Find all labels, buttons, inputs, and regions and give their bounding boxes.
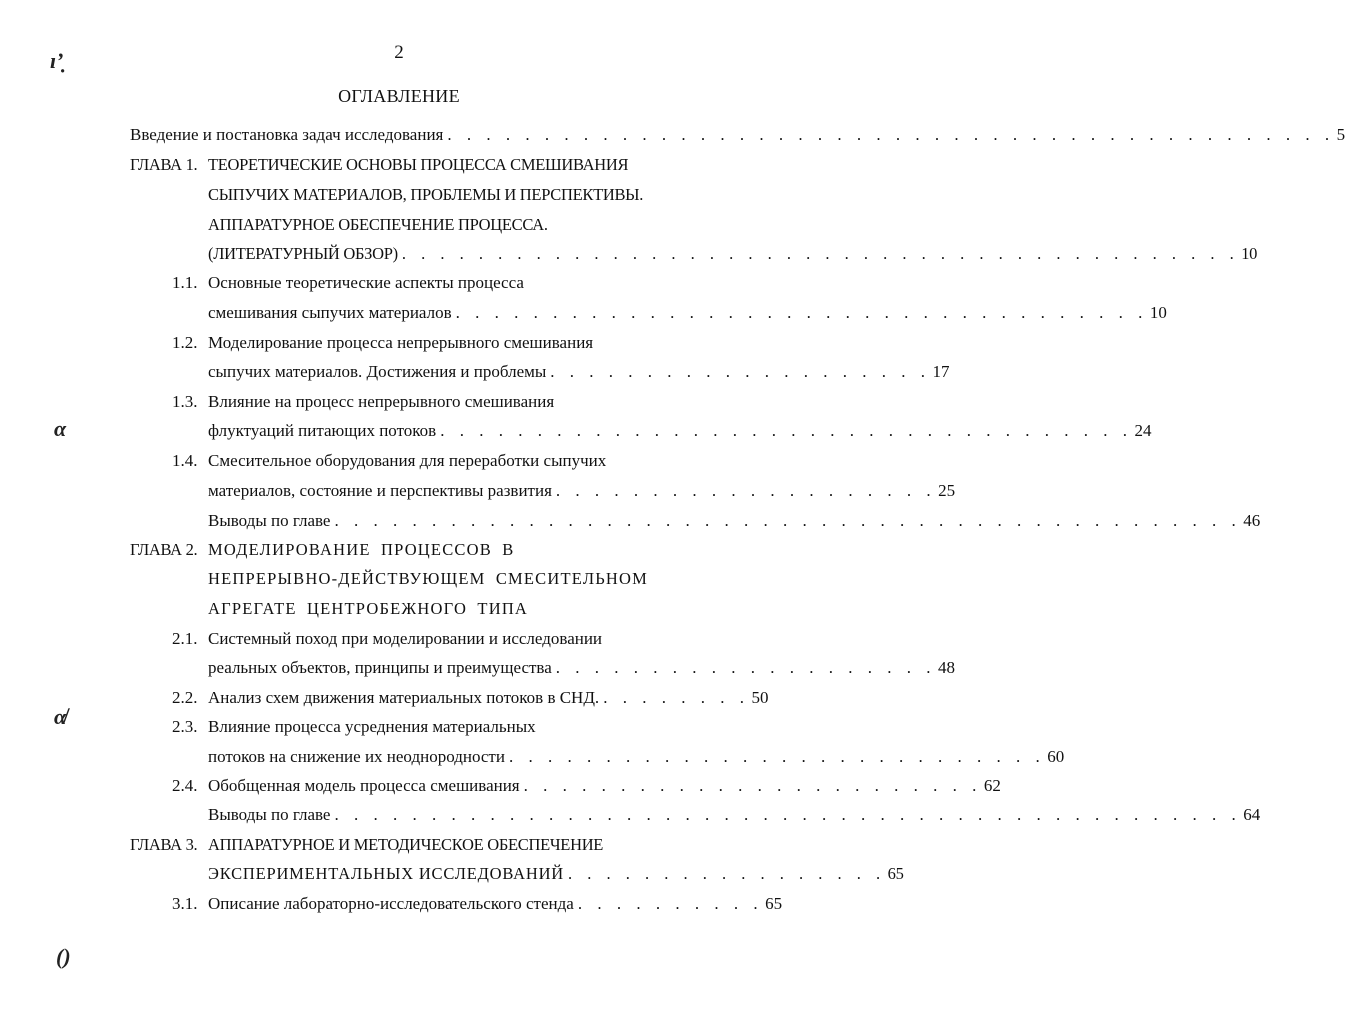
toc-entry-chapter-3[interactable]: [208, 861, 904, 887]
entry-text: Выводы по главе: [208, 805, 331, 824]
toc-title: ОГЛАВЛЕНИЕ: [338, 86, 460, 106]
entry-text: флуктуаций питающих потоков: [208, 421, 437, 440]
leader-dots: . . . . . . . .: [603, 688, 750, 707]
entry-page: 10: [1241, 244, 1258, 263]
leader-dots: . . . . . . . . . . . . . . . . . . . . . . . . . . . . . . . . . . . .: [455, 303, 1148, 322]
entry-page: 60: [1047, 747, 1065, 766]
leader-dots: . . . . . . . . . . . . . . . . .: [568, 864, 886, 883]
page-number: 2: [394, 42, 404, 63]
toc-entry-chapter-1[interactable]: [208, 241, 1258, 267]
leader-dots: . . . . . . . . . . . . . . . . . . . . . . . . . . . . . . . . . . . . . . . . . . . .: [401, 244, 1240, 263]
entry-page: 25: [938, 481, 956, 500]
leader-dots: . . . . . . . . . .: [577, 894, 764, 913]
leader-dots: . . . . . . . . . . . . . . . . . . . . . . . . . . . .: [508, 747, 1046, 766]
toc-entry-1-4[interactable]: [208, 478, 956, 504]
entry-text: Обобщенная модель процесса смешивания: [208, 776, 520, 795]
toc-entry-2-2[interactable]: [208, 685, 769, 711]
toc-entry-2-3[interactable]: [208, 744, 1065, 770]
toc-entry-2-1[interactable]: [208, 655, 956, 681]
chapter-2-title-line3: АГРЕГАТЕ ЦЕНТРОБЕЖНОГО ТИПА: [208, 599, 529, 618]
toc-entry-1-3[interactable]: [208, 418, 1152, 444]
leader-dots: . . . . . . . . . . . . . . . . . . . .: [555, 481, 937, 500]
entry-text: сыпучих материалов. Достижения и проблемы: [208, 362, 547, 381]
entry-text: смешивания сыпучих материалов: [208, 303, 452, 322]
section-2-3-line1: Влияние процесса усреднения материальных: [208, 717, 536, 736]
section-1-3-line1: Влияние на процесс непрерывного смешивания: [208, 392, 555, 411]
chapter-2-label: ГЛАВА 2.: [130, 540, 198, 559]
entry-text: реальных объектов, принципы и преимущества: [208, 658, 552, 677]
toc-entry-conclusions-2[interactable]: [208, 802, 1261, 828]
section-1-4-line1: Смесительное оборудования для переработки сыпучих: [208, 451, 607, 470]
entry-page: 10: [1149, 303, 1167, 322]
entry-page: 46: [1243, 511, 1261, 530]
chapter-3-title-line1: АППАРАТУРНОЕ И МЕТОДИЧЕСКОЕ ОБЕСПЕЧЕНИЕ: [208, 835, 604, 854]
entry-text: Введение и постановка задач исследования: [130, 125, 444, 144]
entry-page: 65: [887, 864, 904, 883]
chapter-1-label: ГЛАВА 1.: [130, 155, 198, 174]
section-number: 2.3.: [172, 717, 198, 736]
section-2-1-line1: Системный поход при моделировании и исследовании: [208, 629, 603, 648]
entry-text: Анализ схем движения материальных потоков в СНД.: [208, 688, 600, 707]
chapter-1-title-line3: АППАРАТУРНОЕ ОБЕСПЕЧЕНИЕ ПРОЦЕССА.: [208, 215, 548, 234]
chapter-2-title-line1: МОДЕЛИРОВАНИЕ ПРОЦЕССОВ В: [208, 540, 515, 559]
section-number: 3.1.: [172, 894, 198, 913]
margin-mark-3: α̸: [54, 704, 67, 729]
entry-page: 64: [1243, 805, 1261, 824]
entry-text: ЭКСПЕРИМЕНТАЛЬНЫХ ИССЛЕДОВАНИЙ: [208, 864, 565, 883]
section-1-1-line1: Основные теоретические аспекты процесса: [208, 273, 524, 292]
toc-entry-1-2[interactable]: [208, 359, 950, 385]
leader-dots: . . . . . . . . . . . . . . . . . . . . . . . . . . . . . . . . . . . . . . . . . . . . . . .: [334, 805, 1242, 824]
chapter-1-title-line2: СЫПУЧИХ МАТЕРИАЛОВ, ПРОБЛЕМЫ И ПЕРСПЕКТИВЫ.: [208, 185, 644, 204]
chapter-3-label: ГЛАВА 3.: [130, 835, 198, 854]
section-number: 2.2.: [172, 688, 198, 707]
toc-entry-conclusions-1[interactable]: [208, 508, 1261, 534]
section-number: 1.1.: [172, 273, 198, 292]
entry-page: 50: [751, 688, 769, 707]
section-number: 2.4.: [172, 776, 198, 795]
entry-page: 65: [765, 894, 783, 913]
entry-text: (ЛИТЕРАТУРНЫЙ ОБЗОР): [208, 244, 398, 263]
entry-text: потоков на снижение их неоднородности: [208, 747, 505, 766]
section-number: 1.3.: [172, 392, 198, 411]
entry-page: 62: [983, 776, 1001, 795]
leader-dots: . . . . . . . . . . . . . . . . . . . . . . . .: [523, 776, 982, 795]
section-1-2-line1: Моделирование процесса непрерывного смешивания: [208, 333, 594, 352]
entry-text: Описание лабораторно-исследовательского стенда: [208, 894, 574, 913]
entry-page: 48: [938, 658, 956, 677]
chapter-2-title-line2: НЕПРЕРЫВНО-ДЕЙСТВУЮЩЕМ СМЕСИТЕЛЬНОМ: [208, 569, 649, 588]
margin-mark-1: ı’̣: [50, 48, 64, 73]
section-number: 1.4.: [172, 451, 198, 470]
leader-dots: . . . . . . . . . . . . . . . . . . . .: [550, 362, 931, 381]
chapter-1-title-line1: ТЕОРЕТИЧЕСКИЕ ОСНОВЫ ПРОЦЕССА СМЕШИВАНИЯ: [208, 155, 629, 174]
leader-dots: . . . . . . . . . . . . . . . . . . . . . . . . . . . . . . . . . . . . . . . . . . . . . .: [447, 125, 1335, 144]
toc-entry-3-1[interactable]: [208, 891, 783, 917]
entry-page: 24: [1134, 421, 1152, 440]
toc-entry-1-1[interactable]: [208, 300, 1167, 326]
leader-dots: . . . . . . . . . . . . . . . . . . . .: [555, 658, 937, 677]
margin-mark-4: (): [56, 944, 71, 969]
entry-page: 17: [932, 362, 950, 381]
toc-entry-intro[interactable]: [130, 122, 1345, 148]
entry-text: Выводы по главе: [208, 511, 331, 530]
entry-page: 5: [1336, 125, 1345, 144]
leader-dots: . . . . . . . . . . . . . . . . . . . . . . . . . . . . . . . . . . . .: [440, 421, 1133, 440]
section-number: 2.1.: [172, 629, 198, 648]
entry-text: материалов, состояние и перспективы развития: [208, 481, 552, 500]
leader-dots: . . . . . . . . . . . . . . . . . . . . . . . . . . . . . . . . . . . . . . . . . . . . . . .: [334, 511, 1242, 530]
section-number: 1.2.: [172, 333, 198, 352]
margin-mark-2: α: [54, 416, 67, 441]
toc-entry-2-4[interactable]: [208, 773, 1001, 799]
